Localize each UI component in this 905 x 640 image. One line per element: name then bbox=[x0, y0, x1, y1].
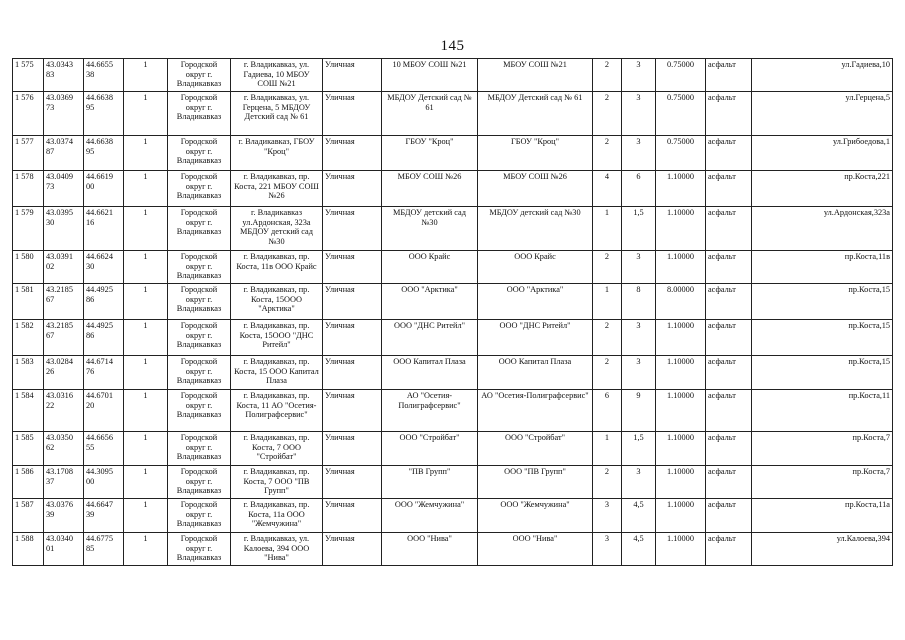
address-cell: г. Владикавказ, пр. Коста, 7 ООО "Стройбат" bbox=[231, 432, 323, 466]
capacity-cell: 1.10000 bbox=[656, 320, 706, 356]
latitude-cell: 43.2185 67 bbox=[44, 284, 84, 320]
capacity-cell: 1.10000 bbox=[656, 251, 706, 284]
organization-cell: ООО Капитал Плаза bbox=[478, 356, 593, 390]
containers-cell: 1 bbox=[593, 207, 622, 251]
row-number-cell: 1 583 bbox=[13, 356, 44, 390]
containers-cell: 2 bbox=[593, 59, 622, 92]
row-number-cell: 1 575 bbox=[13, 59, 44, 92]
capacity-cell: 1.10000 bbox=[656, 171, 706, 207]
containers-cell: 2 bbox=[593, 356, 622, 390]
row-number-cell: 1 576 bbox=[13, 92, 44, 136]
longitude-cell: 44.4925 86 bbox=[84, 284, 124, 320]
owner-name-cell: 10 МБОУ СОШ №21 bbox=[382, 59, 478, 92]
table-row bbox=[13, 390, 893, 432]
count-cell: 1 bbox=[124, 136, 168, 171]
capacity-cell: 1.10000 bbox=[656, 390, 706, 432]
volume-cell: 3 bbox=[622, 251, 656, 284]
owner-name-cell: ООО "Стройбат" bbox=[382, 432, 478, 466]
type-cell: Уличная bbox=[323, 466, 382, 499]
longitude-cell: 44.6624 30 bbox=[84, 251, 124, 284]
latitude-cell: 43.1708 37 bbox=[44, 466, 84, 499]
organization-cell: МБОУ СОШ №21 bbox=[478, 59, 593, 92]
containers-cell: 3 bbox=[593, 499, 622, 533]
organization-cell: ООО "ПВ Групп" bbox=[478, 466, 593, 499]
containers-cell: 2 bbox=[593, 466, 622, 499]
owner-name-cell: ООО Капитал Плаза bbox=[382, 356, 478, 390]
row-number-cell: 1 582 bbox=[13, 320, 44, 356]
address-cell: г. Владикавказ, пр. Коста, 15 ООО Капитал Плаза bbox=[231, 356, 323, 390]
capacity-cell: 0.75000 bbox=[656, 136, 706, 171]
street-cell: пр.Коста,7 bbox=[752, 466, 893, 499]
district-cell: Городской округ г. Владикавказ bbox=[168, 466, 231, 499]
district-cell: Городской округ г. Владикавказ bbox=[168, 92, 231, 136]
surface-cell: асфальт bbox=[706, 92, 752, 136]
organization-cell: ООО "Жемчужина" bbox=[478, 499, 593, 533]
containers-cell: 2 bbox=[593, 92, 622, 136]
row-number-cell: 1 585 bbox=[13, 432, 44, 466]
street-cell: пр.Коста,11 bbox=[752, 390, 893, 432]
street-cell: ул.Грибоедова,1 bbox=[752, 136, 893, 171]
longitude-cell: 44.4925 86 bbox=[84, 320, 124, 356]
surface-cell: асфальт bbox=[706, 432, 752, 466]
street-cell: пр.Коста,15 bbox=[752, 320, 893, 356]
count-cell: 1 bbox=[124, 466, 168, 499]
type-cell: Уличная bbox=[323, 92, 382, 136]
row-number-cell: 1 587 bbox=[13, 499, 44, 533]
address-cell: г. Владикавказ, ГБОУ "Кроц" bbox=[231, 136, 323, 171]
type-cell: Уличная bbox=[323, 390, 382, 432]
latitude-cell: 43.0340 01 bbox=[44, 533, 84, 566]
longitude-cell: 44.6656 55 bbox=[84, 432, 124, 466]
table-row bbox=[13, 136, 893, 171]
surface-cell: асфальт bbox=[706, 499, 752, 533]
surface-cell: асфальт bbox=[706, 59, 752, 92]
district-cell: Городской округ г. Владикавказ bbox=[168, 284, 231, 320]
count-cell: 1 bbox=[124, 533, 168, 566]
count-cell: 1 bbox=[124, 207, 168, 251]
table-row bbox=[13, 320, 893, 356]
district-cell: Городской округ г. Владикавказ bbox=[168, 171, 231, 207]
capacity-cell: 1.10000 bbox=[656, 533, 706, 566]
longitude-cell: 44.6638 95 bbox=[84, 136, 124, 171]
owner-name-cell: МБДОУ детский сад №30 bbox=[382, 207, 478, 251]
register-table bbox=[12, 58, 893, 566]
table-row bbox=[13, 207, 893, 251]
surface-cell: асфальт bbox=[706, 390, 752, 432]
containers-cell: 6 bbox=[593, 390, 622, 432]
district-cell: Городской округ г. Владикавказ bbox=[168, 136, 231, 171]
capacity-cell: 0.75000 bbox=[656, 92, 706, 136]
latitude-cell: 43.0316 22 bbox=[44, 390, 84, 432]
owner-name-cell: ООО Крайс bbox=[382, 251, 478, 284]
count-cell: 1 bbox=[124, 356, 168, 390]
latitude-cell: 43.0343 83 bbox=[44, 59, 84, 92]
row-number-cell: 1 578 bbox=[13, 171, 44, 207]
volume-cell: 9 bbox=[622, 390, 656, 432]
owner-name-cell: ГБОУ "Кроц" bbox=[382, 136, 478, 171]
longitude-cell: 44.6701 20 bbox=[84, 390, 124, 432]
volume-cell: 1,5 bbox=[622, 432, 656, 466]
address-cell: г. Владикавказ, пр. Коста, 11а ООО "Жемчужина" bbox=[231, 499, 323, 533]
street-cell: пр.Коста,11в bbox=[752, 251, 893, 284]
district-cell: Городской округ г. Владикавказ bbox=[168, 59, 231, 92]
table-row bbox=[13, 533, 893, 566]
organization-cell: ООО "Стройбат" bbox=[478, 432, 593, 466]
containers-cell: 3 bbox=[593, 533, 622, 566]
longitude-cell: 44.6714 76 bbox=[84, 356, 124, 390]
latitude-cell: 43.0369 73 bbox=[44, 92, 84, 136]
table-row bbox=[13, 499, 893, 533]
count-cell: 1 bbox=[124, 390, 168, 432]
owner-name-cell: ООО "Жемчужина" bbox=[382, 499, 478, 533]
containers-cell: 1 bbox=[593, 432, 622, 466]
organization-cell: ООО Крайс bbox=[478, 251, 593, 284]
count-cell: 1 bbox=[124, 499, 168, 533]
district-cell: Городской округ г. Владикавказ bbox=[168, 499, 231, 533]
count-cell: 1 bbox=[124, 432, 168, 466]
table-row bbox=[13, 356, 893, 390]
longitude-cell: 44.3095 00 bbox=[84, 466, 124, 499]
street-cell: пр.Коста,15 bbox=[752, 284, 893, 320]
row-number-cell: 1 586 bbox=[13, 466, 44, 499]
volume-cell: 4,5 bbox=[622, 499, 656, 533]
table-row bbox=[13, 92, 893, 136]
table-row bbox=[13, 171, 893, 207]
table-row bbox=[13, 251, 893, 284]
count-cell: 1 bbox=[124, 320, 168, 356]
table-row bbox=[13, 284, 893, 320]
volume-cell: 1,5 bbox=[622, 207, 656, 251]
latitude-cell: 43.0376 39 bbox=[44, 499, 84, 533]
street-cell: ул.Гадиева,10 bbox=[752, 59, 893, 92]
address-cell: г. Владикавказ, пр. Коста, 11 АО "Осетия-Полиграфсервис" bbox=[231, 390, 323, 432]
owner-name-cell: АО "Осетия-Полиграфсервис" bbox=[382, 390, 478, 432]
volume-cell: 3 bbox=[622, 92, 656, 136]
longitude-cell: 44.6619 00 bbox=[84, 171, 124, 207]
longitude-cell: 44.6638 95 bbox=[84, 92, 124, 136]
count-cell: 1 bbox=[124, 92, 168, 136]
district-cell: Городской округ г. Владикавказ bbox=[168, 533, 231, 566]
latitude-cell: 43.0395 30 bbox=[44, 207, 84, 251]
volume-cell: 3 bbox=[622, 136, 656, 171]
containers-cell: 2 bbox=[593, 251, 622, 284]
row-number-cell: 1 579 bbox=[13, 207, 44, 251]
capacity-cell: 1.10000 bbox=[656, 432, 706, 466]
row-number-cell: 1 577 bbox=[13, 136, 44, 171]
table-row bbox=[13, 432, 893, 466]
address-cell: г. Владикавказ, пр. Коста, 11в ООО Крайс bbox=[231, 251, 323, 284]
type-cell: Уличная bbox=[323, 432, 382, 466]
type-cell: Уличная bbox=[323, 171, 382, 207]
containers-cell: 2 bbox=[593, 320, 622, 356]
type-cell: Уличная bbox=[323, 136, 382, 171]
capacity-cell: 8.00000 bbox=[656, 284, 706, 320]
capacity-cell: 1.10000 bbox=[656, 207, 706, 251]
volume-cell: 6 bbox=[622, 171, 656, 207]
capacity-cell: 1.10000 bbox=[656, 499, 706, 533]
owner-name-cell: МБДОУ Детский сад № 61 bbox=[382, 92, 478, 136]
capacity-cell: 0.75000 bbox=[656, 59, 706, 92]
address-cell: г. Владикавказ, ул. Герцена, 5 МБДОУ Детский сад № 61 bbox=[231, 92, 323, 136]
latitude-cell: 43.0284 26 bbox=[44, 356, 84, 390]
type-cell: Уличная bbox=[323, 207, 382, 251]
organization-cell: МБДОУ Детский сад № 61 bbox=[478, 92, 593, 136]
volume-cell: 3 bbox=[622, 59, 656, 92]
surface-cell: асфальт bbox=[706, 251, 752, 284]
latitude-cell: 43.0409 73 bbox=[44, 171, 84, 207]
longitude-cell: 44.6647 39 bbox=[84, 499, 124, 533]
volume-cell: 3 bbox=[622, 320, 656, 356]
capacity-cell: 1.10000 bbox=[656, 356, 706, 390]
table-body bbox=[13, 59, 893, 566]
surface-cell: асфальт bbox=[706, 533, 752, 566]
organization-cell: ООО "ДНС Ритейл" bbox=[478, 320, 593, 356]
latitude-cell: 43.0391 02 bbox=[44, 251, 84, 284]
address-cell: г. Владикавказ, пр. Коста, 7 ООО "ПВ Групп" bbox=[231, 466, 323, 499]
surface-cell: асфальт bbox=[706, 136, 752, 171]
page-number: 145 bbox=[440, 38, 465, 54]
surface-cell: асфальт bbox=[706, 466, 752, 499]
street-cell: пр.Коста,7 bbox=[752, 432, 893, 466]
district-cell: Городской округ г. Владикавказ bbox=[168, 207, 231, 251]
organization-cell: ООО "Нива" bbox=[478, 533, 593, 566]
volume-cell: 4,5 bbox=[622, 533, 656, 566]
volume-cell: 8 bbox=[622, 284, 656, 320]
count-cell: 1 bbox=[124, 284, 168, 320]
type-cell: Уличная bbox=[323, 251, 382, 284]
street-cell: ул.Герцена,5 bbox=[752, 92, 893, 136]
type-cell: Уличная bbox=[323, 499, 382, 533]
organization-cell: МБОУ СОШ №26 bbox=[478, 171, 593, 207]
surface-cell: асфальт bbox=[706, 171, 752, 207]
type-cell: Уличная bbox=[323, 533, 382, 566]
address-cell: г. Владикавказ ул.Ардонская, 323а МБДОУ детский сад №30 bbox=[231, 207, 323, 251]
type-cell: Уличная bbox=[323, 59, 382, 92]
owner-name-cell: ООО "ДНС Ритейл" bbox=[382, 320, 478, 356]
capacity-cell: 1.10000 bbox=[656, 466, 706, 499]
table-row bbox=[13, 466, 893, 499]
street-cell: ул.Ардонская,323а bbox=[752, 207, 893, 251]
surface-cell: асфальт bbox=[706, 207, 752, 251]
address-cell: г. Владикавказ, ул. Гадиева, 10 МБОУ СОШ №21 bbox=[231, 59, 323, 92]
address-cell: г. Владикавказ, ул. Калоева, 394 ООО "Нива" bbox=[231, 533, 323, 566]
latitude-cell: 43.0374 87 bbox=[44, 136, 84, 171]
address-cell: г. Владикавказ, пр. Коста, 221 МБОУ СОШ №26 bbox=[231, 171, 323, 207]
volume-cell: 3 bbox=[622, 356, 656, 390]
containers-cell: 2 bbox=[593, 136, 622, 171]
organization-cell: ООО "Арктика" bbox=[478, 284, 593, 320]
volume-cell: 3 bbox=[622, 466, 656, 499]
surface-cell: асфальт bbox=[706, 356, 752, 390]
longitude-cell: 44.6655 38 bbox=[84, 59, 124, 92]
type-cell: Уличная bbox=[323, 320, 382, 356]
district-cell: Городской округ г. Владикавказ bbox=[168, 251, 231, 284]
latitude-cell: 43.0350 62 bbox=[44, 432, 84, 466]
district-cell: Городской округ г. Владикавказ bbox=[168, 356, 231, 390]
containers-cell: 4 bbox=[593, 171, 622, 207]
row-number-cell: 1 580 bbox=[13, 251, 44, 284]
row-number-cell: 1 588 bbox=[13, 533, 44, 566]
address-cell: г. Владикавказ, пр. Коста, 15ООО "ДНС Ритейл" bbox=[231, 320, 323, 356]
row-number-cell: 1 584 bbox=[13, 390, 44, 432]
row-number-cell: 1 581 bbox=[13, 284, 44, 320]
owner-name-cell: ООО "Арктика" bbox=[382, 284, 478, 320]
surface-cell: асфальт bbox=[706, 320, 752, 356]
longitude-cell: 44.6775 85 bbox=[84, 533, 124, 566]
organization-cell: МБДОУ детский сад №30 bbox=[478, 207, 593, 251]
longitude-cell: 44.6621 16 bbox=[84, 207, 124, 251]
latitude-cell: 43.2185 67 bbox=[44, 320, 84, 356]
table-row bbox=[13, 59, 893, 92]
count-cell: 1 bbox=[124, 59, 168, 92]
containers-cell: 1 bbox=[593, 284, 622, 320]
district-cell: Городской округ г. Владикавказ bbox=[168, 432, 231, 466]
street-cell: пр.Коста,15 bbox=[752, 356, 893, 390]
owner-name-cell: ООО "Нива" bbox=[382, 533, 478, 566]
organization-cell: ГБОУ "Кроц" bbox=[478, 136, 593, 171]
surface-cell: асфальт bbox=[706, 284, 752, 320]
street-cell: пр.Коста,221 bbox=[752, 171, 893, 207]
type-cell: Уличная bbox=[323, 356, 382, 390]
street-cell: ул.Калоева,394 bbox=[752, 533, 893, 566]
address-cell: г. Владикавказ, пр. Коста, 15ООО "Арктика" bbox=[231, 284, 323, 320]
district-cell: Городской округ г. Владикавказ bbox=[168, 320, 231, 356]
owner-name-cell: МБОУ СОШ №26 bbox=[382, 171, 478, 207]
count-cell: 1 bbox=[124, 251, 168, 284]
count-cell: 1 bbox=[124, 171, 168, 207]
organization-cell: АО "Осетия-Полиграфсервис" bbox=[478, 390, 593, 432]
district-cell: Городской округ г. Владикавказ bbox=[168, 390, 231, 432]
type-cell: Уличная bbox=[323, 284, 382, 320]
owner-name-cell: "ПВ Групп" bbox=[382, 466, 478, 499]
street-cell: пр.Коста,11а bbox=[752, 499, 893, 533]
